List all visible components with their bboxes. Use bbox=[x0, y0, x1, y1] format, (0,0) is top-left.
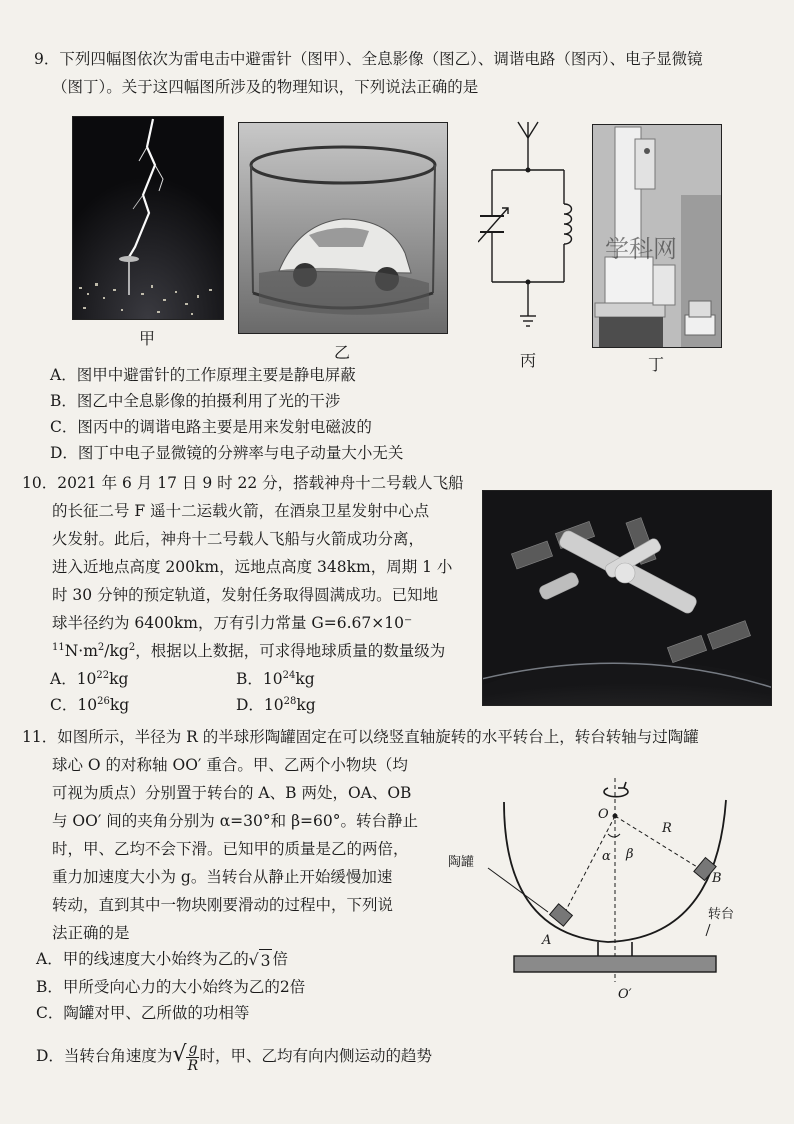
label-beta: β bbox=[626, 847, 634, 862]
tuning-circuit-diagram bbox=[478, 118, 578, 338]
space-station-icon bbox=[483, 491, 771, 705]
space-station-photo bbox=[482, 490, 772, 706]
label-turntable: 转台 bbox=[708, 907, 735, 922]
caption-yi: 乙 bbox=[333, 343, 350, 362]
q10-line-3: 火发射。此后，神舟十二号载人飞船与火箭成功分离， bbox=[52, 530, 425, 548]
q10-option-b[interactable]: B．$10^{24}kg$ bbox=[236, 670, 315, 688]
q11-line-3: 可视为质点）分别置于转台的 A、B 两处，OA、OB bbox=[52, 784, 412, 802]
q10-line-6: 球半径约为 6400km，万有引力常量 G=6.67×10⁻ bbox=[52, 614, 413, 632]
fraction-g-over-r: $\frac{g}{R}$ bbox=[187, 1040, 199, 1074]
q10-line-1: 10．2021 年 6 月 17 日 9 时 22 分，搭载神舟十二号载人飞船 bbox=[22, 474, 464, 492]
caption-jia: 甲 bbox=[138, 329, 155, 348]
label-alpha: α bbox=[602, 849, 611, 864]
q10-line-7: $^{11}N\cdot m^2/kg^2$，根据以上数据，可求得地球质量的数量级为 bbox=[52, 642, 446, 660]
q11-line-8: 法正确的是 bbox=[52, 924, 130, 942]
sqrt-symbol: √ 3 bbox=[248, 950, 271, 970]
hologram-photo bbox=[238, 122, 448, 334]
rotating-jar-diagram bbox=[440, 760, 770, 1010]
q9-option-a[interactable]: A．图甲中避雷针的工作原理主要是静电屏蔽 bbox=[50, 366, 356, 384]
label-r: R bbox=[662, 821, 672, 836]
hologram-car-icon bbox=[239, 123, 447, 333]
q10-line-2: 的长征二号 F 遥十二运载火箭，在酒泉卫星发射中心点 bbox=[52, 502, 430, 520]
q9-stem-line2: （图丁）。关于这四幅图所涉及的物理知识，下列说法正确的是 bbox=[52, 78, 479, 96]
q9-option-b[interactable]: B．图乙中全息影像的拍摄利用了光的干涉 bbox=[50, 392, 341, 410]
q11-option-a[interactable]: A．甲的线速度大小始终为乙的√ 3 倍 bbox=[36, 950, 288, 970]
q11-stem-line1: 11．如图所示，半径为 R 的半球形陶罐固定在可以绕竖直轴旋转的水平转台上，转台转轴与过陶罐 bbox=[22, 728, 699, 746]
q10-option-d[interactable]: D．$10^{28}kg$ bbox=[236, 696, 316, 714]
caption-ding: 丁 bbox=[647, 355, 664, 374]
q11-option-d[interactable]: D．当转台角速度为√ $\frac{g}{R}$ 时，甲、乙均有向内侧运动的趋势 bbox=[36, 1040, 432, 1074]
q10-option-a[interactable]: A．$10^{22}kg$ bbox=[50, 670, 129, 688]
q11-line-4: 与 OO′ 间的夹角分别为 α=30°和 β=60°。转台静止 bbox=[52, 812, 418, 830]
q11-line-7: 转动，直到其中一物块刚要滑动的过程中，下列说 bbox=[52, 896, 394, 914]
q10-line-5: 时 30 分钟的预定轨道，发射任务取得圆满成功。已知地 bbox=[52, 586, 439, 604]
q9-option-c[interactable]: C．图丙中的调谐电路主要是用来发射电磁波的 bbox=[50, 418, 372, 436]
watermark: 学科网 bbox=[605, 235, 677, 263]
q11-line-5: 时，甲、乙均不会下滑。已知甲的质量是乙的两倍， bbox=[52, 840, 409, 858]
lightning-icon bbox=[73, 117, 223, 319]
label-b: B bbox=[712, 871, 722, 886]
label-a: A bbox=[542, 933, 552, 948]
q10-option-c[interactable]: C．$10^{26}kg$ bbox=[50, 696, 130, 714]
caption-bing: 丙 bbox=[519, 351, 536, 370]
q11-option-b[interactable]: B．甲所受向心力的大小始终为乙的2倍 bbox=[36, 978, 306, 996]
electron-microscope-photo bbox=[592, 124, 722, 348]
q10-line-4: 进入近地点高度 200km，远地点高度 348km，周期 1 小 bbox=[52, 558, 453, 576]
label-jar: 陶罐 bbox=[448, 855, 475, 870]
q11-option-c[interactable]: C．陶罐对甲、乙所做的功相等 bbox=[36, 1004, 250, 1022]
lightning-rod-photo bbox=[72, 116, 224, 320]
q11-line-2: 球心 O 的对称轴 OO′ 重合。甲、乙两个小物块（均 bbox=[52, 756, 408, 774]
q9-stem-line1: 9．下列四幅图依次为雷电击中避雷针（图甲）、全息影像（图乙）、调谐电路（图丙）、电子显微镜 bbox=[34, 50, 703, 68]
q9-option-d[interactable]: D．图丁中电子显微镜的分辨率与电子动量大小无关 bbox=[50, 444, 404, 462]
label-o-prime: O′ bbox=[618, 987, 632, 1002]
label-o: O bbox=[598, 807, 609, 822]
q11-line-6: 重力加速度大小为 g。当转台从静止开始缓慢加速 bbox=[52, 868, 393, 886]
